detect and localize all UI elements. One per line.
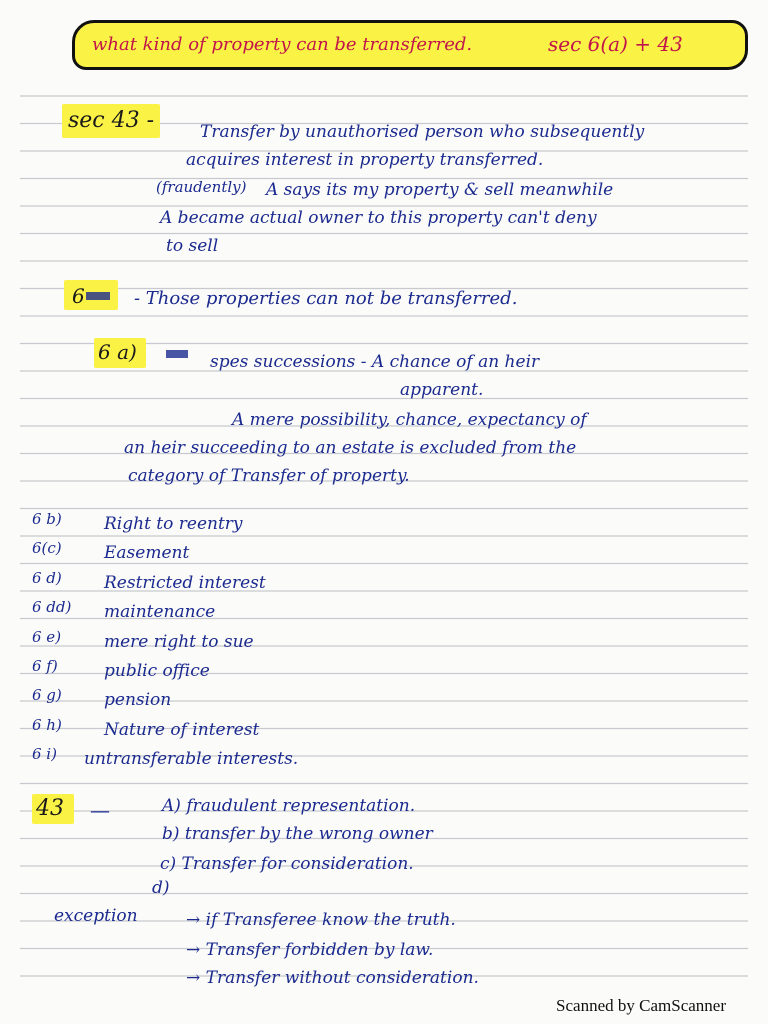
title-text: what kind of property can be transferred. xyxy=(92,34,473,55)
list6-code: 6 f) xyxy=(32,657,58,675)
sec43-item: d) xyxy=(152,878,170,898)
sec43-line-2: acquires interest in property transferred. xyxy=(186,150,544,170)
sec6a-line-4: an heir succeeding to an estate is excluded from the xyxy=(124,438,577,458)
sec6-text: - Those properties can not be transferred. xyxy=(134,288,518,309)
sec6a-line-2: apparent. xyxy=(400,380,484,400)
sec6-label: 6 xyxy=(72,284,85,308)
sec6a-scribble xyxy=(166,350,188,358)
list6-code: 6 b) xyxy=(32,510,62,528)
list6-code: 6(c) xyxy=(32,539,62,558)
sec6a-line-3: A mere possibility, chance, expectancy of xyxy=(232,410,587,430)
list6-code: 6 d) xyxy=(32,568,62,587)
exception-item: → if Transferee know the truth. xyxy=(186,910,456,930)
list6-text: Nature of interest xyxy=(104,719,260,740)
sec43-item: b) transfer by the wrong owner xyxy=(162,824,433,844)
list6-text: public office xyxy=(104,661,210,681)
title-sections: sec 6(a) + 43 xyxy=(548,32,683,56)
sec43-item: c) Transfer for consideration. xyxy=(160,854,414,874)
list6-text: Restricted interest xyxy=(104,572,266,593)
list6-text: untransferable interests. xyxy=(84,749,299,770)
exception-item: → Transfer forbidden by law. xyxy=(186,940,434,960)
sec43-list-dash: — xyxy=(90,798,110,822)
sec43-list-label: 43 xyxy=(36,796,64,821)
list6-code: 6 g) xyxy=(32,686,62,705)
sec6a-line-1: spes successions - A chance of an heir xyxy=(210,352,540,372)
list6-code: 6 i) xyxy=(32,745,57,764)
list6-code: 6 h) xyxy=(32,715,62,734)
list6-text: mere right to sue xyxy=(104,631,254,652)
sec43-line-3-prefix: (fraudently) xyxy=(156,178,247,196)
list6-code: 6 e) xyxy=(32,627,62,646)
exception-item: → Transfer without consideration. xyxy=(186,968,479,988)
exception-label: exception xyxy=(54,906,138,926)
sec43-item: A) fraudulent representation. xyxy=(162,796,416,816)
sec43-line-1: Transfer by unauthorised person who subsequently xyxy=(200,122,645,142)
list6-code: 6 dd) xyxy=(32,598,72,617)
sec43-line-5: to sell xyxy=(166,236,219,256)
list6-text: Right to reentry xyxy=(104,514,243,534)
sec43-line-4: A became actual owner to this property can't deny xyxy=(160,208,597,228)
sec6a-line-5: category of Transfer of property. xyxy=(128,466,410,486)
sec43-line-3: A says its my property & sell meanwhile xyxy=(266,180,614,200)
sec6a-label: 6 a) xyxy=(98,340,137,364)
sec43-label: sec 43 - xyxy=(68,108,155,133)
scanner-footer: Scanned by CamScanner xyxy=(556,996,726,1015)
sec6-scribble xyxy=(86,292,110,300)
list6-text: maintenance xyxy=(104,602,216,623)
list6-text: Easement xyxy=(104,543,190,564)
list6-text: pension xyxy=(104,690,172,711)
